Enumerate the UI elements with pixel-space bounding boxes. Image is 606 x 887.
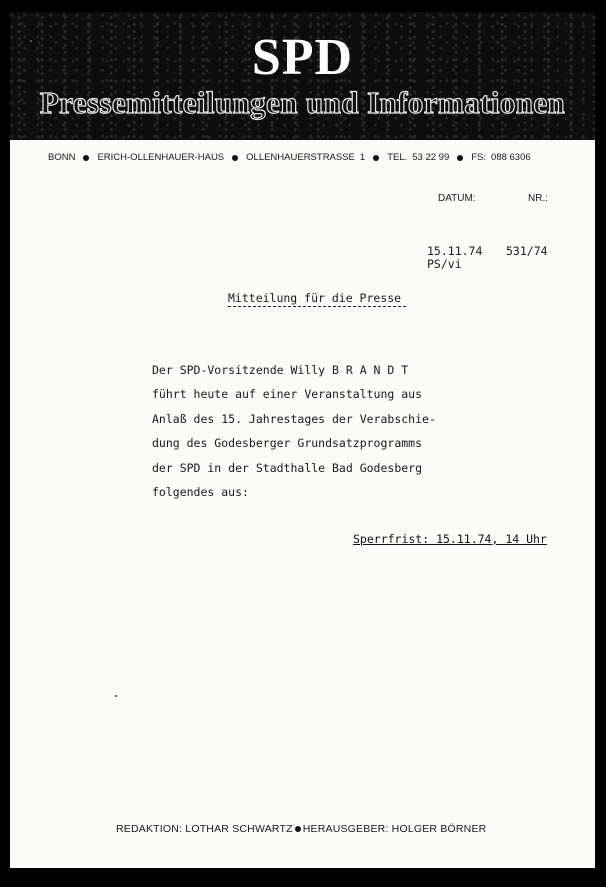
embargo-notice: Sperrfrist: 15.11.74, 14 Uhr bbox=[353, 532, 547, 546]
address-city: BONN bbox=[48, 152, 76, 163]
bullet-icon bbox=[83, 155, 89, 161]
bullet-icon bbox=[295, 826, 301, 832]
bullet-icon bbox=[232, 155, 238, 161]
address-street: OLLENHAUERSTRASSE bbox=[246, 152, 355, 163]
footer-line bbox=[116, 823, 486, 835]
fs-label: FS: bbox=[471, 152, 487, 163]
tel-number: 53 22 99 bbox=[412, 152, 450, 163]
footer-publisher: HERAUSGEBER: HOLGER BÖRNER bbox=[302, 823, 487, 835]
initials: PS/vi bbox=[427, 257, 462, 271]
body-line: führt heute auf einer Veranstaltung aus bbox=[152, 387, 423, 402]
date-value: 15.11.74 bbox=[427, 244, 483, 258]
date-label: DATUM: bbox=[438, 193, 476, 204]
speck-mark bbox=[30, 40, 32, 42]
letterhead-tagline: Pressemitteilungen und Informationen bbox=[39, 85, 566, 120]
body-line: dung des Godesberger Grundsatzprogramms bbox=[152, 436, 423, 451]
document-heading: Mitteilung für die Presse bbox=[228, 291, 402, 305]
bullet-icon bbox=[457, 155, 463, 161]
letterhead-banner bbox=[10, 12, 595, 140]
document-page bbox=[10, 12, 595, 868]
body-line: Anlaß des 15. Jahrestages der Verabschie- bbox=[152, 411, 436, 426]
address-street-number: 1 bbox=[359, 152, 366, 163]
number-label: NR.: bbox=[528, 193, 548, 204]
body-line: folgendes aus: bbox=[152, 484, 249, 499]
body-paragraph bbox=[152, 358, 436, 504]
tel-label: TEL. bbox=[387, 152, 408, 163]
footer-editor: REDAKTION: LOTHAR SCHWARTZ bbox=[116, 823, 293, 835]
body-line: Der SPD-Vorsitzende Willy B R A N D T bbox=[152, 363, 409, 377]
address-building: ERICH-OLLENHAUER-HAUS bbox=[97, 152, 225, 163]
spd-logo: SPD bbox=[251, 29, 354, 86]
punch-mark bbox=[115, 695, 117, 697]
body-line: der SPD in der Stadthalle Bad Godesberg bbox=[152, 460, 423, 475]
number-value: 531/74 bbox=[506, 244, 548, 258]
fs-number: 088 6306 bbox=[491, 152, 531, 163]
heading-underline bbox=[228, 306, 406, 307]
bullet-icon bbox=[373, 155, 379, 161]
address-line bbox=[48, 152, 531, 163]
